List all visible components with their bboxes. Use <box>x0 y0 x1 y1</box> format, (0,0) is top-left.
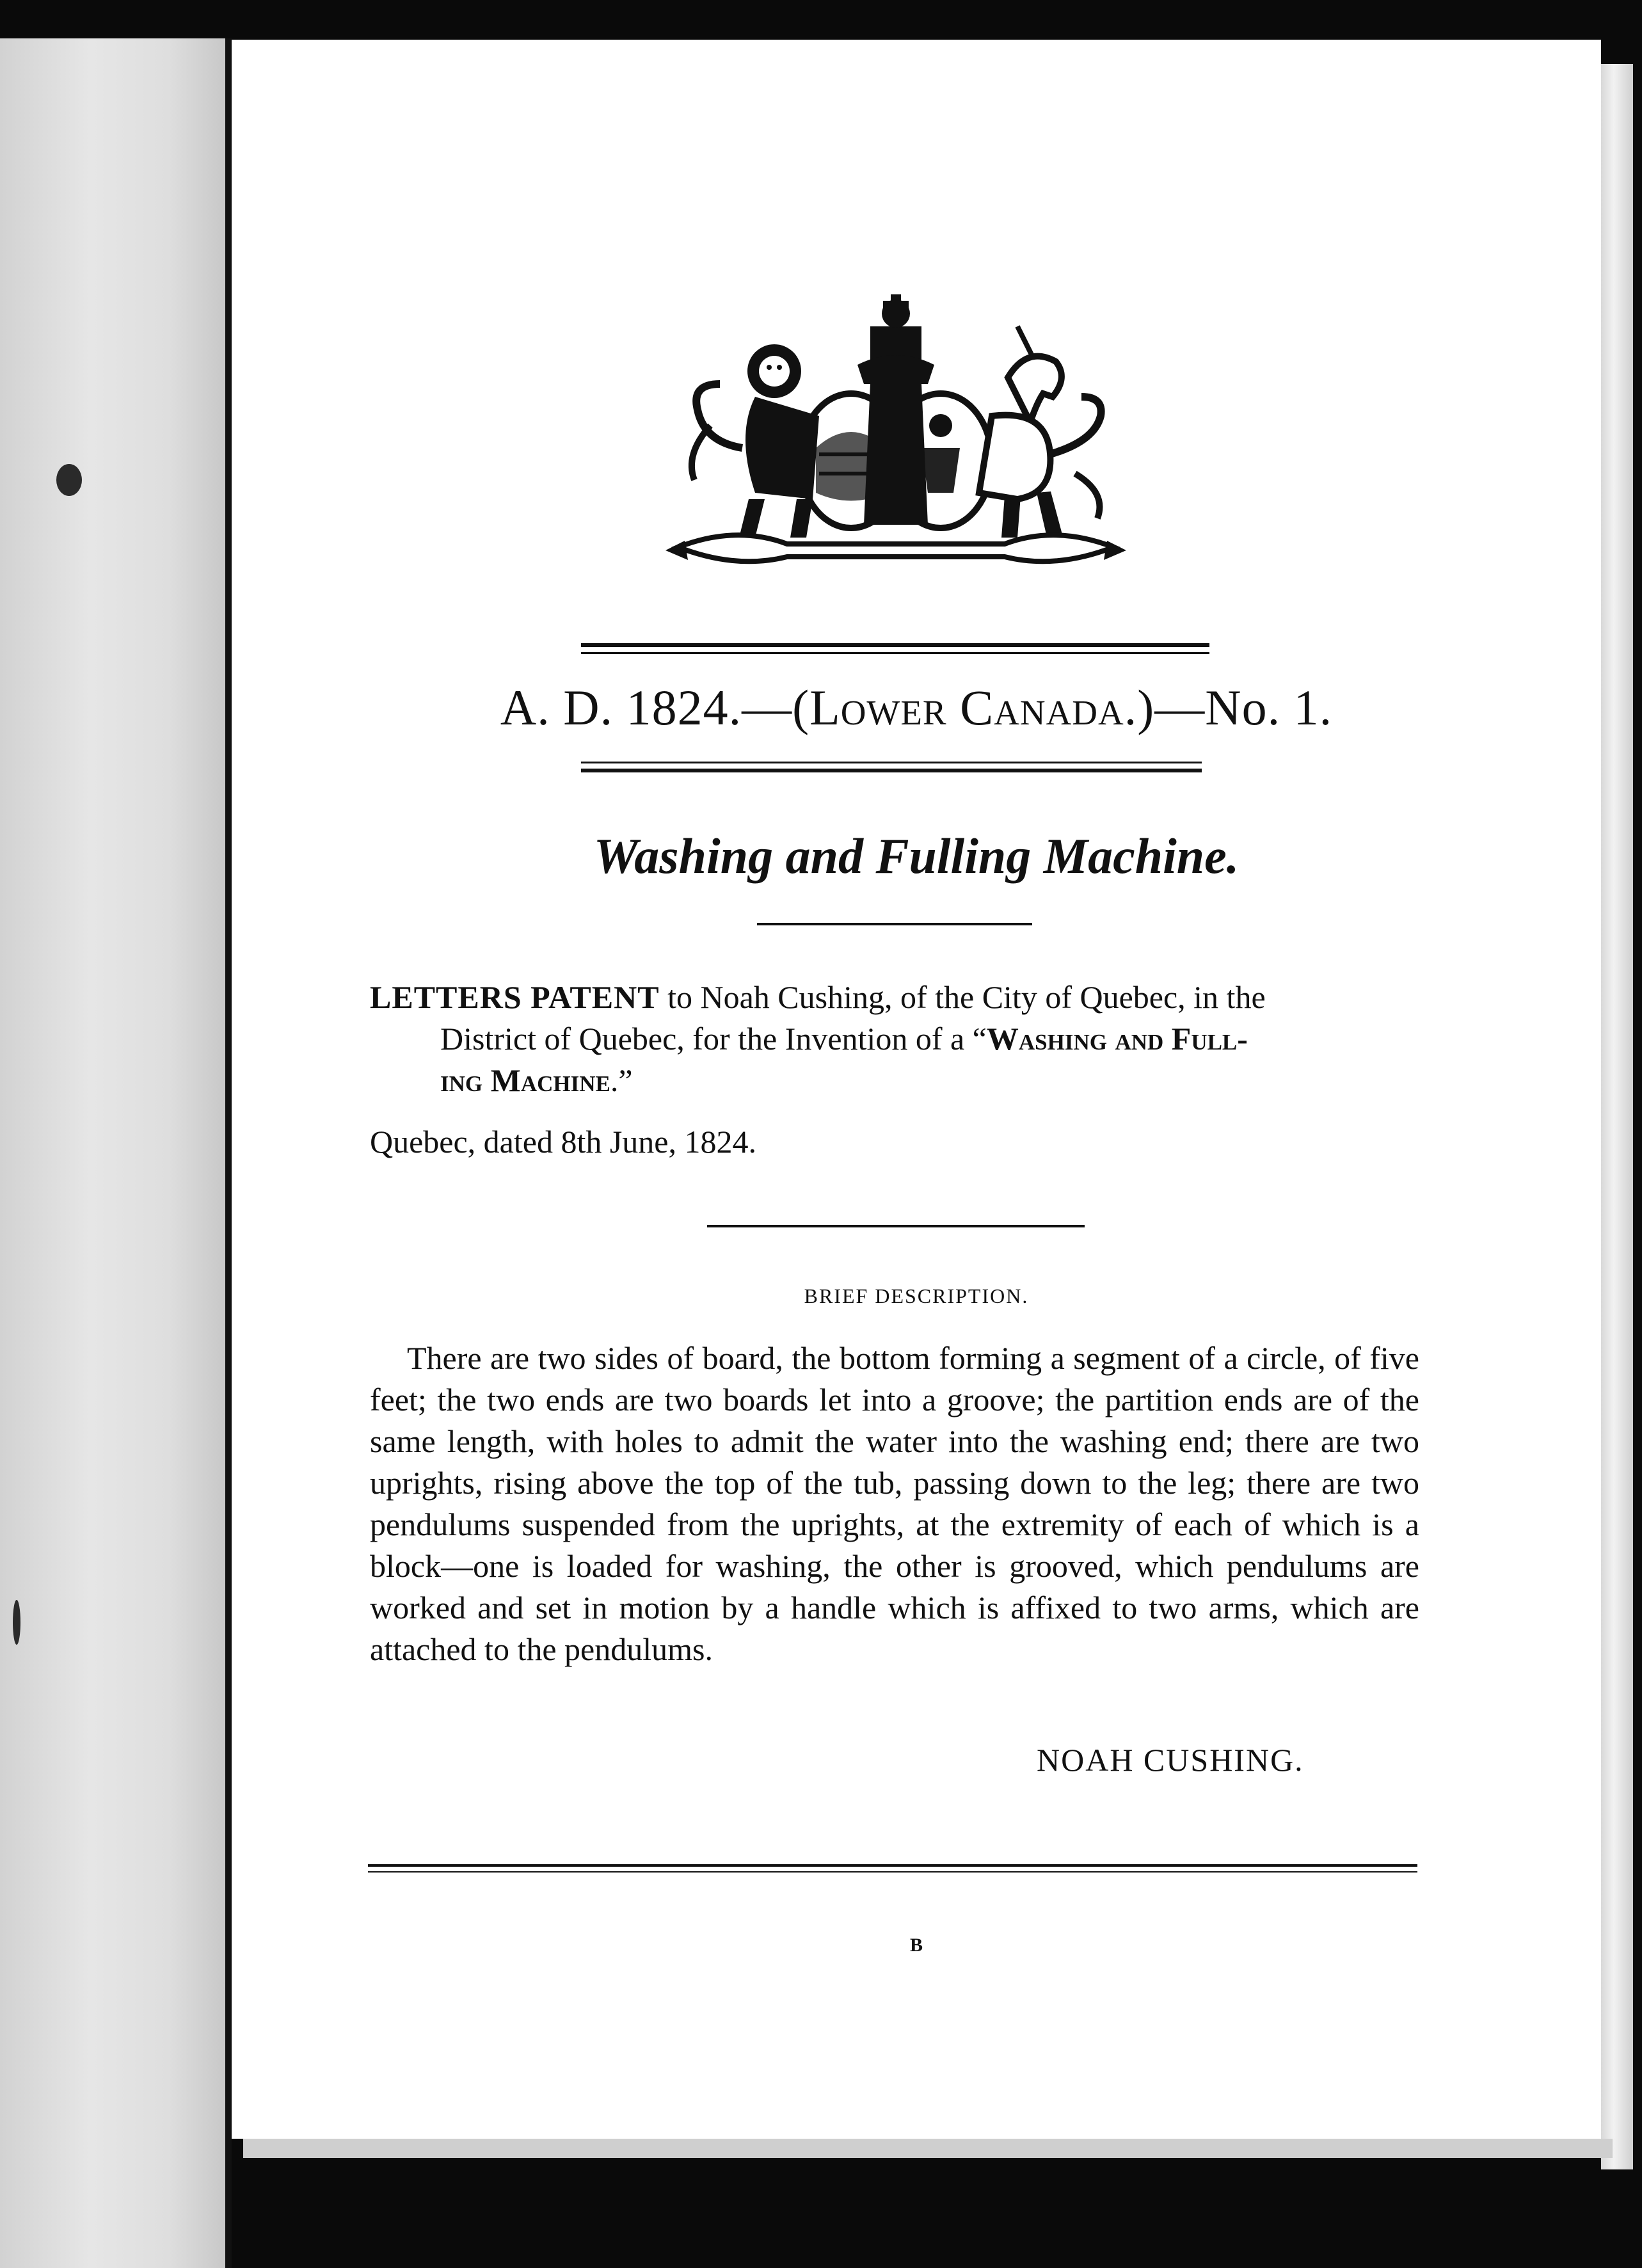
signature-mark: B <box>909 1935 923 1956</box>
crown-icon <box>857 294 934 384</box>
patent-heading <box>232 677 1601 739</box>
heading-year: A. D. 1824. <box>500 680 742 735</box>
ink-spot <box>13 1600 20 1645</box>
heading-province-canada: Canada. <box>960 680 1138 735</box>
double-rule-bottom-2 <box>581 769 1202 772</box>
double-rule-top <box>581 643 1209 647</box>
heading-number: No. 1. <box>1205 680 1333 735</box>
royal-coat-of-arms-icon <box>659 288 1133 582</box>
letters-patent-lead: LETTERS PATENT <box>370 979 660 1015</box>
patent-hanging-indent <box>370 1018 1419 1101</box>
page-edge <box>1601 64 1633 2169</box>
invention-name: Washing and Full- <box>986 1021 1248 1057</box>
document-title: Washing and Fulling Machine. <box>593 828 1239 884</box>
description-paragraph: There are two sides of board, the bottom forming a segment of a circle, of five feet; the two ends are two boards let into a groove; the partition ends are of the same length, with holes to admit the water into the washing end; there are two uprights, rising above the top of the tub, passing down to the leg; there are two pendulums suspended from the uprights, at the extremity of each of which is a block—one is loaded for washing, the other is grooved, which pendulums are worked and set in motion by a handle which is affixed to two arms, which are attached to the pendulums. <box>370 1340 1419 1667</box>
double-rule-top-2 <box>581 652 1209 654</box>
invention-name-cont: ing Machine <box>440 1062 610 1098</box>
footer-rule-2 <box>368 1871 1417 1873</box>
heading-province-lower: Lower <box>809 680 947 735</box>
unicorn-icon <box>979 326 1101 538</box>
title-underline <box>757 923 1032 925</box>
facing-page <box>0 38 225 2268</box>
book-spine <box>225 38 232 2268</box>
heading-punct: —( <box>742 680 810 735</box>
motto-ribbon-icon <box>666 535 1126 561</box>
dated-line: Quebec, dated 8th June, 1824. <box>370 1124 757 1160</box>
lion-icon <box>692 344 819 538</box>
signature: NOAH CUSHING. <box>1037 1742 1304 1778</box>
section-divider <box>707 1225 1085 1227</box>
patent-text-end: .” <box>610 1062 633 1098</box>
ink-spot <box>56 464 82 496</box>
page-edge-bottom <box>243 2139 1613 2158</box>
heading-punct: )— <box>1137 680 1206 735</box>
footer-rule <box>368 1864 1417 1867</box>
patent-text-line1: to Noah Cushing, of the City of Quebec, in the <box>659 979 1266 1015</box>
letters-patent-paragraph <box>370 977 1419 1101</box>
patent-text-line2: District of Quebec, for the Invention of a “ <box>440 1021 987 1057</box>
double-rule-bottom <box>581 762 1202 763</box>
brief-description-heading: BRIEF DESCRIPTION. <box>804 1284 1029 1307</box>
